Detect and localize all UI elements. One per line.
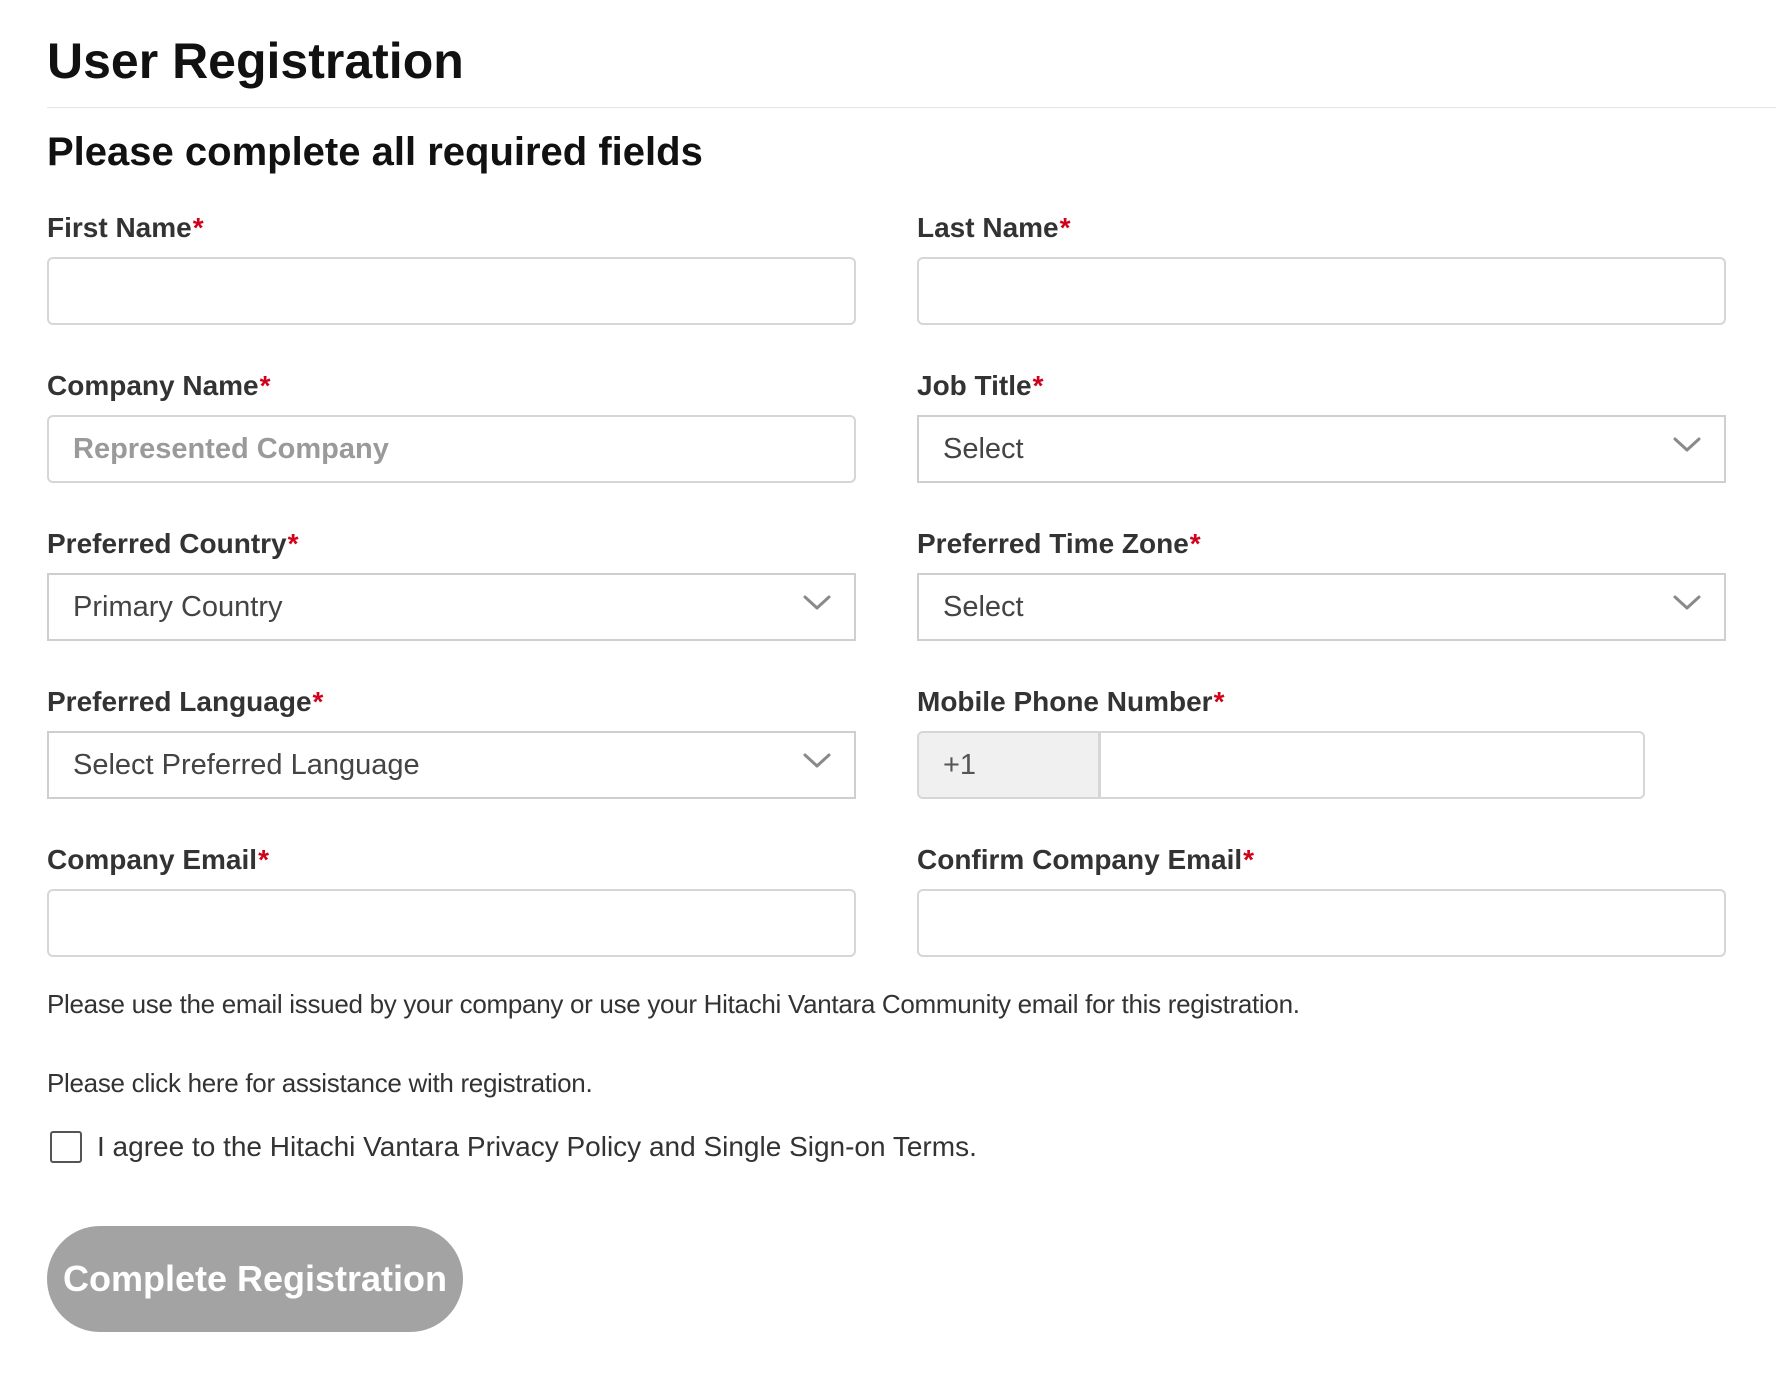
job-title-select[interactable]: [917, 415, 1726, 483]
last-name-field: [917, 211, 1726, 245]
required-marker: *: [1032, 370, 1044, 401]
company-name-field: [47, 369, 856, 403]
email-hint-text: Please use the email issued by your company or use your Hitachi Vantara Community email for this registration.: [47, 989, 1300, 1019]
chevron-down-icon: [802, 751, 832, 771]
job-title-field: [917, 369, 1726, 465]
preferred-country-field: [47, 527, 856, 623]
job-title-selected-value: Select: [943, 433, 1024, 465]
mobile-phone-input[interactable]: [1104, 733, 1643, 797]
preferred-time-zone-field: [917, 527, 1726, 623]
company-email-field: [47, 843, 856, 877]
preferred-country-label: Preferred Country*: [47, 528, 299, 559]
company-email-label: Company Email*: [47, 844, 269, 875]
mobile-phone-label: Mobile Phone Number*: [917, 686, 1225, 717]
company-email-input[interactable]: [47, 889, 856, 957]
confirm-company-email-field: [917, 843, 1726, 877]
preferred-time-zone-select[interactable]: [917, 573, 1726, 641]
preferred-country-selected-value: Primary Country: [73, 591, 283, 623]
chevron-down-icon: [1672, 435, 1702, 455]
chevron-down-icon: [802, 593, 832, 613]
company-name-input[interactable]: [47, 415, 856, 483]
first-name-label: First Name*: [47, 212, 204, 243]
assistance-link[interactable]: Please click here for assistance with registration.: [47, 1068, 593, 1098]
job-title-label: Job Title*: [917, 370, 1044, 401]
chevron-down-icon: [1672, 593, 1702, 613]
preferred-language-select[interactable]: [47, 731, 856, 799]
required-marker: *: [258, 844, 269, 875]
last-name-input[interactable]: [917, 257, 1726, 325]
form-subtitle: Please complete all required fields: [47, 130, 703, 174]
required-marker: *: [287, 528, 299, 559]
preferred-country-select[interactable]: [47, 573, 856, 641]
confirm-company-email-input[interactable]: [917, 889, 1726, 957]
required-marker: *: [259, 370, 271, 401]
complete-registration-button[interactable]: Complete Registration: [47, 1226, 463, 1332]
preferred-time-zone-selected-value: Select: [943, 591, 1024, 623]
required-marker: *: [192, 212, 204, 243]
required-marker: *: [1059, 212, 1071, 243]
mobile-phone-field: [917, 685, 1726, 781]
preferred-language-field: [47, 685, 856, 781]
agreement-checkbox[interactable]: [50, 1131, 82, 1163]
required-marker: *: [1213, 686, 1225, 717]
country-code-prefix: [919, 733, 1101, 797]
last-name-label: Last Name*: [917, 212, 1071, 243]
preferred-time-zone-label: Preferred Time Zone*: [917, 528, 1201, 559]
company-name-label: Company Name*: [47, 370, 271, 401]
required-marker: *: [1243, 844, 1255, 875]
required-marker: *: [1189, 528, 1201, 559]
first-name-field: [47, 211, 856, 245]
first-name-input[interactable]: [47, 257, 856, 325]
header-divider: [47, 107, 1776, 108]
confirm-company-email-label: Confirm Company Email*: [917, 844, 1255, 875]
required-marker: *: [312, 686, 324, 717]
agreement-text: I agree to the Hitachi Vantara Privacy Policy and Single Sign-on Terms.: [97, 1131, 977, 1162]
preferred-language-selected-value: Select Preferred Language: [73, 749, 420, 781]
preferred-language-label: Preferred Language*: [47, 686, 324, 717]
page-title: User Registration: [47, 33, 464, 89]
mobile-phone-group: [917, 731, 1645, 799]
country-code-value: +1: [943, 749, 977, 781]
